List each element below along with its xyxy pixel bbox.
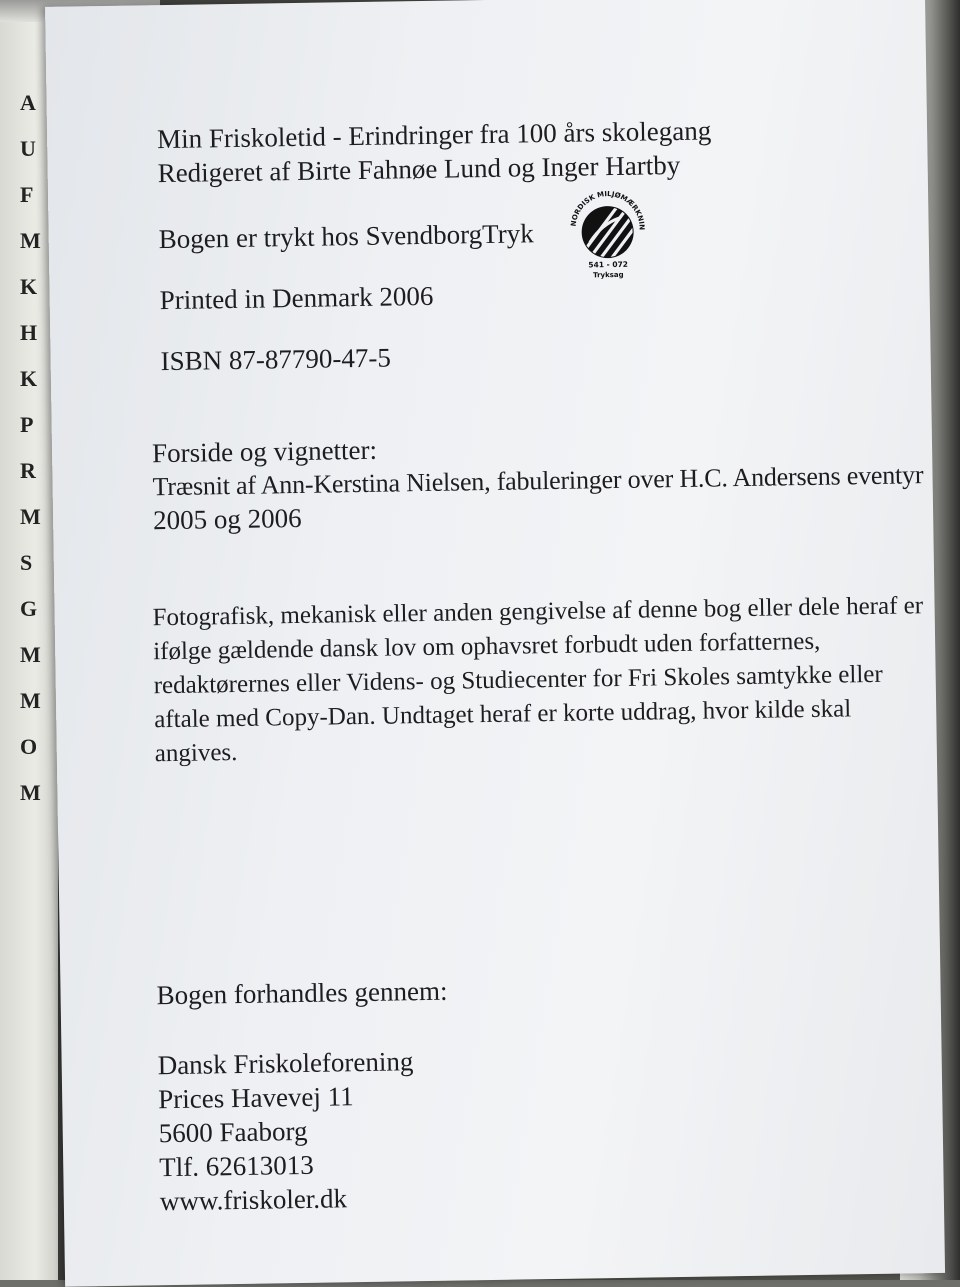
adjacent-letter: O — [20, 734, 38, 759]
adjacent-letter: K — [20, 274, 38, 299]
adjacent-letter: M — [20, 504, 41, 529]
adjacent-page-letters — [20, 80, 50, 816]
cover-credits-heading: Forside og vignetter: — [151, 434, 378, 469]
adjacent-letter: S — [20, 550, 33, 575]
distributor-phone: Tlf. 62613013 — [159, 1149, 315, 1183]
nordic-swan-ecolabel-icon — [561, 183, 655, 282]
adjacent-letter: K — [20, 366, 38, 391]
adjacent-letter: G — [20, 596, 38, 621]
ecolabel-arc-text: NORDISK MILJØMÆRKNING — [569, 190, 646, 231]
book-title-line: Min Friskoletid - Erindringer fra 100 års skolegang — [156, 115, 712, 155]
editors-line: Redigeret af Birte Fahnøe Lund og Inger Hartby — [157, 149, 681, 189]
adjacent-letter: M — [20, 228, 41, 253]
adjacent-letter: M — [20, 688, 41, 713]
adjacent-letter: F — [20, 182, 34, 207]
ecolabel-product-type: Tryksag — [592, 270, 624, 280]
distributor-street: Prices Havevej 11 — [157, 1081, 354, 1115]
cover-credits-line-2: 2005 og 2006 — [152, 502, 302, 536]
colophon-page — [45, 0, 945, 1287]
adjacent-letter: U — [20, 136, 36, 161]
adjacent-letter: M — [20, 642, 41, 667]
adjacent-letter: M — [20, 780, 41, 805]
adjacent-letter: R — [20, 458, 36, 483]
nordic-swan-ecolabel — [561, 183, 655, 282]
distribution-heading: Bogen forhandles gennem: — [156, 975, 448, 1011]
distributor-city: 5600 Faaborg — [158, 1115, 308, 1149]
printer-line: Bogen er trykt hos SvendborgTryk — [158, 218, 534, 255]
adjacent-letter: A — [20, 90, 36, 115]
copyright-notice: Fotografisk, mekanisk eller anden gengivelse af denne bog eller dele heraf er ifølge gældende dansk lov om ophavsret forbudt uden forfatternes, redaktørernes eller Videns- og Studiecenter for Fri Skoles samtykke eller aftale med Copy-Dan. Undtaget heraf er korte uddrag, hvor kilde skal angives. — [152, 592, 924, 768]
cover-credits-line-1: Træsnit af Ann-Kerstina Nielsen, fabuleringer over H.C. Andersens eventyr — [152, 460, 924, 502]
distributor-website: www.friskoler.dk — [159, 1183, 348, 1217]
isbn-line: ISBN 87-87790-47-5 — [160, 342, 392, 377]
printed-in-line: Printed in Denmark 2006 — [159, 280, 434, 316]
distributor-name: Dansk Friskoleforening — [157, 1046, 414, 1081]
adjacent-letter: H — [20, 320, 38, 345]
adjacent-letter: P — [20, 412, 34, 437]
ecolabel-license-number: 541 - 072 — [588, 259, 629, 270]
